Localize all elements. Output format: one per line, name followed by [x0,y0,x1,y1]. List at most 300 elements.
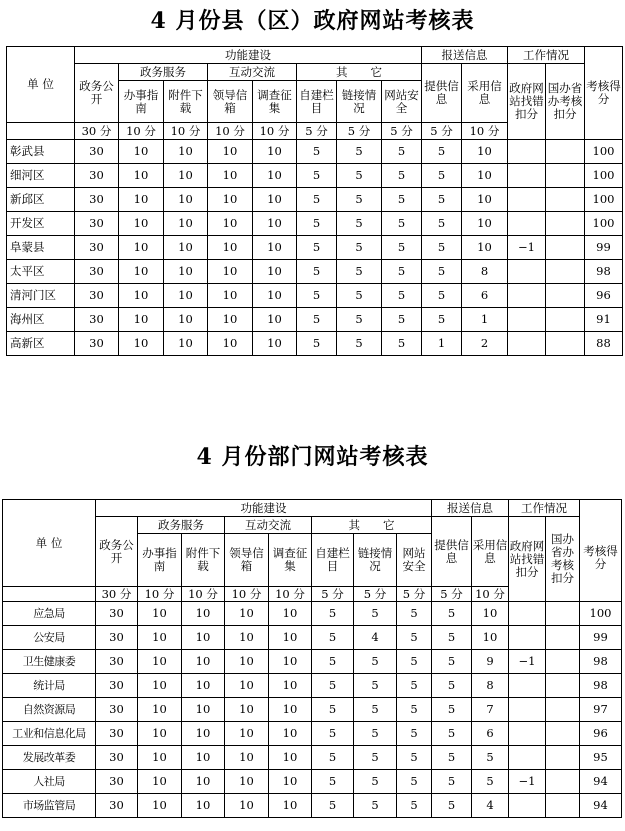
value-cell: 5 [337,308,382,332]
value-cell: 5 [432,746,472,770]
value-cell: 30 [75,164,119,188]
unit-name-cell: 市场监管局 [3,794,96,818]
value-cell: 5 [312,674,354,698]
value-cell: 5 [432,674,472,698]
value-cell: 10 [164,188,208,212]
value-cell: 99 [580,626,622,650]
value-cell: 9 [472,650,509,674]
value-cell: 10 [253,164,297,188]
weight-cell: 5 分 [354,587,397,602]
unit-name-cell: 海州区 [7,308,75,332]
col-guide-header: 办事指南 [119,81,164,123]
value-cell: 5 [382,236,422,260]
value-cell: 10 [225,746,269,770]
value-cell: 5 [422,260,462,284]
value-cell: 91 [585,308,623,332]
value-cell: 94 [580,770,622,794]
value-cell [508,308,546,332]
work-group-header: 工作情况 [508,47,585,64]
weight-cell: 30 分 [96,587,138,602]
value-cell: −1 [509,650,546,674]
value-cell: 10 [119,332,164,356]
col-gov-err-header: 政府网站找错扣分 [509,517,546,602]
weights-blank [7,123,75,140]
value-cell: 10 [164,140,208,164]
weight-cell: 10 分 [225,587,269,602]
value-cell: 10 [119,284,164,308]
value-cell: 10 [208,260,253,284]
value-cell: −1 [509,770,546,794]
value-cell: 10 [119,188,164,212]
value-cell: 10 [208,284,253,308]
value-cell: 10 [138,626,182,650]
value-cell: 10 [182,746,225,770]
value-cell: 94 [580,794,622,818]
value-cell [509,746,546,770]
value-cell: 10 [269,722,312,746]
unit-name-cell: 统计局 [3,674,96,698]
value-cell: 5 [297,164,337,188]
value-cell: 10 [138,674,182,698]
value-cell: 5 [422,188,462,212]
value-cell [546,746,580,770]
value-cell: 10 [253,140,297,164]
value-cell: 5 [312,794,354,818]
other-subheader: 其 它 [297,64,422,81]
value-cell: 10 [269,674,312,698]
value-cell: 5 [397,602,432,626]
value-cell [509,626,546,650]
value-cell: 5 [432,698,472,722]
interact-subheader: 互动交流 [225,517,312,534]
value-cell: 10 [182,698,225,722]
value-cell: 5 [312,698,354,722]
unit-name-cell: 清河门区 [7,284,75,308]
value-cell: 30 [96,626,138,650]
value-cell: 5 [422,236,462,260]
value-cell: 8 [472,674,509,698]
value-cell: 10 [138,602,182,626]
table-row [7,308,623,332]
value-cell [509,602,546,626]
value-cell: 5 [472,770,509,794]
unit-name-cell: 开发区 [7,212,75,236]
weight-cell: 10 分 [182,587,225,602]
value-cell: 4 [472,794,509,818]
weight-cell: 10 分 [138,587,182,602]
weight-cell: 5 分 [312,587,354,602]
value-cell: 10 [269,602,312,626]
col-gov-err-header: 政府网站找错扣分 [508,64,546,140]
unit-name-cell: 新邱区 [7,188,75,212]
value-cell: 10 [225,674,269,698]
value-cell: 10 [208,308,253,332]
other-subheader: 其 它 [312,517,432,534]
col-adopt-header: 采用信息 [472,517,509,587]
value-cell: 5 [297,332,337,356]
col-link-header: 链接情况 [337,81,382,123]
value-cell [508,260,546,284]
county-table-title: 4 月份县（区）政府网站考核表 [150,8,475,34]
value-cell: 100 [585,140,623,164]
value-cell: 5 [337,260,382,284]
value-cell: 5 [397,626,432,650]
table-row [3,794,622,818]
value-cell: 5 [297,140,337,164]
value-cell: 30 [96,770,138,794]
value-cell: 5 [432,602,472,626]
value-cell [546,650,580,674]
county-score-table [6,46,623,356]
value-cell: 5 [297,188,337,212]
col-open-header: 政务公开 [75,64,119,123]
weight-cell: 5 分 [297,123,337,140]
value-cell: 30 [96,794,138,818]
weight-cell: 5 分 [422,123,462,140]
county-table-body [7,140,623,356]
value-cell: 5 [422,284,462,308]
col-download-header: 附件下载 [182,534,225,587]
value-cell: 5 [312,650,354,674]
value-cell: 5 [382,188,422,212]
weight-cell: 10 分 [253,123,297,140]
value-cell: 5 [382,140,422,164]
value-cell: 5 [397,746,432,770]
table-row [7,236,623,260]
unit-name-cell: 彰武县 [7,140,75,164]
col-survey-header: 调查征集 [269,534,312,587]
value-cell [508,140,546,164]
value-cell: 10 [164,164,208,188]
unit-name-cell: 高新区 [7,332,75,356]
value-cell: 5 [397,674,432,698]
value-cell: 10 [208,236,253,260]
value-cell: 4 [354,626,397,650]
table-row [3,674,622,698]
value-cell: 5 [337,236,382,260]
service-subheader: 政务服务 [138,517,225,534]
value-cell: 5 [432,722,472,746]
weight-cell: 5 分 [397,587,432,602]
value-cell: 96 [580,722,622,746]
col-security-header: 网站安全 [382,81,422,123]
col-guide-header: 办事指南 [138,534,182,587]
value-cell: 10 [182,602,225,626]
value-cell: 5 [354,746,397,770]
col-mailbox-header: 领导信箱 [225,534,269,587]
value-cell: 10 [164,260,208,284]
table-row [7,260,623,284]
value-cell: 5 [397,698,432,722]
value-cell [509,794,546,818]
col-open-header: 政务公开 [96,517,138,587]
table-row [7,188,623,212]
value-cell: 10 [269,746,312,770]
value-cell [546,284,585,308]
value-cell: 88 [585,332,623,356]
value-cell: 10 [253,188,297,212]
value-cell: 10 [208,332,253,356]
value-cell: 10 [164,308,208,332]
weight-cell: 10 分 [164,123,208,140]
value-cell [509,674,546,698]
value-cell: 5 [382,332,422,356]
value-cell: 5 [354,674,397,698]
value-cell: 30 [75,212,119,236]
value-cell: 5 [337,284,382,308]
value-cell: 10 [164,284,208,308]
unit-name-cell: 卫生健康委 [3,650,96,674]
value-cell: 30 [96,746,138,770]
value-cell: 5 [312,722,354,746]
value-cell: 5 [297,284,337,308]
value-cell: 5 [354,794,397,818]
value-cell: 5 [382,164,422,188]
value-cell: 10 [164,332,208,356]
unit-name-cell: 公安局 [3,626,96,650]
value-cell: 100 [585,188,623,212]
value-cell [546,626,580,650]
unit-name-cell: 自然资源局 [3,698,96,722]
value-cell: 10 [462,236,508,260]
value-cell: 10 [225,722,269,746]
weight-cell: 5 分 [432,587,472,602]
weights-blank [3,587,96,602]
dept-table-body [3,602,622,818]
value-cell: 10 [138,746,182,770]
value-cell: 5 [397,770,432,794]
value-cell: 5 [354,650,397,674]
value-cell: 5 [354,770,397,794]
value-cell: 5 [432,770,472,794]
value-cell: 10 [253,212,297,236]
value-cell: 100 [585,212,623,236]
col-adopt-header: 采用信息 [462,64,508,123]
value-cell: 10 [119,164,164,188]
value-cell: 1 [462,308,508,332]
table-row [7,140,623,164]
col-survey-header: 调查征集 [253,81,297,123]
value-cell [546,236,585,260]
value-cell: 10 [269,626,312,650]
col-provide-header: 提供信息 [422,64,462,123]
value-cell: 30 [75,140,119,164]
value-cell: 30 [75,236,119,260]
value-cell: 96 [585,284,623,308]
value-cell: 5 [472,746,509,770]
value-cell: 5 [422,164,462,188]
value-cell: 5 [422,308,462,332]
value-cell: 10 [119,212,164,236]
value-cell: 5 [312,746,354,770]
value-cell: 10 [253,236,297,260]
unit-header: 单 位 [3,500,96,587]
report-group-header: 报送信息 [432,500,509,517]
dept-score-table [2,499,622,818]
value-cell [546,212,585,236]
weight-cell: 10 分 [119,123,164,140]
value-cell: 6 [462,284,508,308]
value-cell: 10 [269,770,312,794]
unit-name-cell: 细河区 [7,164,75,188]
weight-cell: 10 分 [472,587,509,602]
weight-cell: 10 分 [208,123,253,140]
interact-subheader: 互动交流 [208,64,297,81]
value-cell: 10 [119,260,164,284]
unit-name-cell: 应急局 [3,602,96,626]
value-cell [508,188,546,212]
value-cell: 98 [585,260,623,284]
value-cell: 5 [337,332,382,356]
value-cell: 30 [75,188,119,212]
weight-cell: 5 分 [382,123,422,140]
value-cell: 5 [397,650,432,674]
col-column-header: 自建栏目 [312,534,354,587]
value-cell: 10 [119,308,164,332]
col-column-header: 自建栏目 [297,81,337,123]
weight-cell: 10 分 [462,123,508,140]
table-row [7,164,623,188]
value-cell: 30 [96,650,138,674]
unit-name-cell: 阜蒙县 [7,236,75,260]
value-cell: 5 [397,794,432,818]
value-cell: 98 [580,674,622,698]
col-state-err-header: 国办省办考核扣分 [546,64,585,140]
value-cell: 5 [337,188,382,212]
value-cell: 10 [208,212,253,236]
value-cell: 5 [337,140,382,164]
value-cell: 8 [462,260,508,284]
value-cell: 10 [269,650,312,674]
report-group-header: 报送信息 [422,47,508,64]
value-cell: 10 [119,140,164,164]
value-cell: 10 [138,722,182,746]
value-cell: 5 [432,794,472,818]
value-cell: 10 [182,650,225,674]
table-row [3,698,622,722]
value-cell: 97 [580,698,622,722]
value-cell: 10 [472,626,509,650]
table-row [3,602,622,626]
value-cell [508,284,546,308]
value-cell: −1 [508,236,546,260]
value-cell: 5 [297,236,337,260]
value-cell: 10 [462,212,508,236]
value-cell [546,332,585,356]
value-cell: 10 [225,770,269,794]
table-row [3,650,622,674]
value-cell [508,212,546,236]
value-cell: 5 [397,722,432,746]
score-header: 考核得分 [580,500,622,602]
value-cell: 30 [96,602,138,626]
table-row [3,746,622,770]
value-cell: 10 [138,794,182,818]
work-group-header: 工作情况 [509,500,580,517]
value-cell [508,332,546,356]
value-cell [546,674,580,698]
value-cell: 10 [138,770,182,794]
value-cell: 30 [75,284,119,308]
value-cell: 10 [164,212,208,236]
value-cell: 10 [138,698,182,722]
value-cell: 10 [253,284,297,308]
value-cell: 5 [382,212,422,236]
value-cell [508,164,546,188]
value-cell: 10 [225,794,269,818]
value-cell: 100 [585,164,623,188]
value-cell: 10 [253,260,297,284]
value-cell: 99 [585,236,623,260]
value-cell: 5 [422,212,462,236]
value-cell: 30 [75,332,119,356]
weight-cell: 30 分 [75,123,119,140]
value-cell: 10 [208,188,253,212]
value-cell: 5 [312,602,354,626]
value-cell: 10 [182,794,225,818]
value-cell [546,140,585,164]
table-row [3,626,622,650]
value-cell: 10 [182,770,225,794]
value-cell [546,602,580,626]
value-cell [546,794,580,818]
value-cell: 10 [164,236,208,260]
function-group-header: 功能建设 [75,47,422,64]
value-cell: 10 [225,650,269,674]
value-cell: 30 [75,308,119,332]
value-cell: 5 [337,212,382,236]
value-cell: 10 [225,626,269,650]
unit-name-cell: 人社局 [3,770,96,794]
value-cell [546,770,580,794]
value-cell: 10 [225,698,269,722]
value-cell: 7 [472,698,509,722]
value-cell: 10 [138,650,182,674]
value-cell: 30 [75,260,119,284]
value-cell: 5 [312,770,354,794]
function-group-header: 功能建设 [96,500,432,517]
value-cell: 5 [297,212,337,236]
unit-name-cell: 太平区 [7,260,75,284]
dept-table-title: 4 月份部门网站考核表 [196,444,429,470]
value-cell [509,698,546,722]
value-cell: 30 [96,698,138,722]
col-link-header: 链接情况 [354,534,397,587]
value-cell: 5 [354,698,397,722]
value-cell: 2 [462,332,508,356]
value-cell [546,722,580,746]
value-cell: 10 [182,674,225,698]
col-state-err-header: 国办省办考核扣分 [546,517,580,602]
value-cell: 10 [208,140,253,164]
service-subheader: 政务服务 [119,64,208,81]
value-cell: 1 [422,332,462,356]
value-cell: 10 [269,698,312,722]
value-cell [546,308,585,332]
unit-header: 单 位 [7,47,75,123]
weight-cell: 10 分 [269,587,312,602]
value-cell: 10 [472,602,509,626]
value-cell: 10 [182,626,225,650]
value-cell: 10 [462,164,508,188]
value-cell [546,260,585,284]
weight-cell: 5 分 [337,123,382,140]
value-cell [509,722,546,746]
value-cell: 30 [96,674,138,698]
value-cell: 5 [354,722,397,746]
value-cell: 98 [580,650,622,674]
col-download-header: 附件下载 [164,81,208,123]
